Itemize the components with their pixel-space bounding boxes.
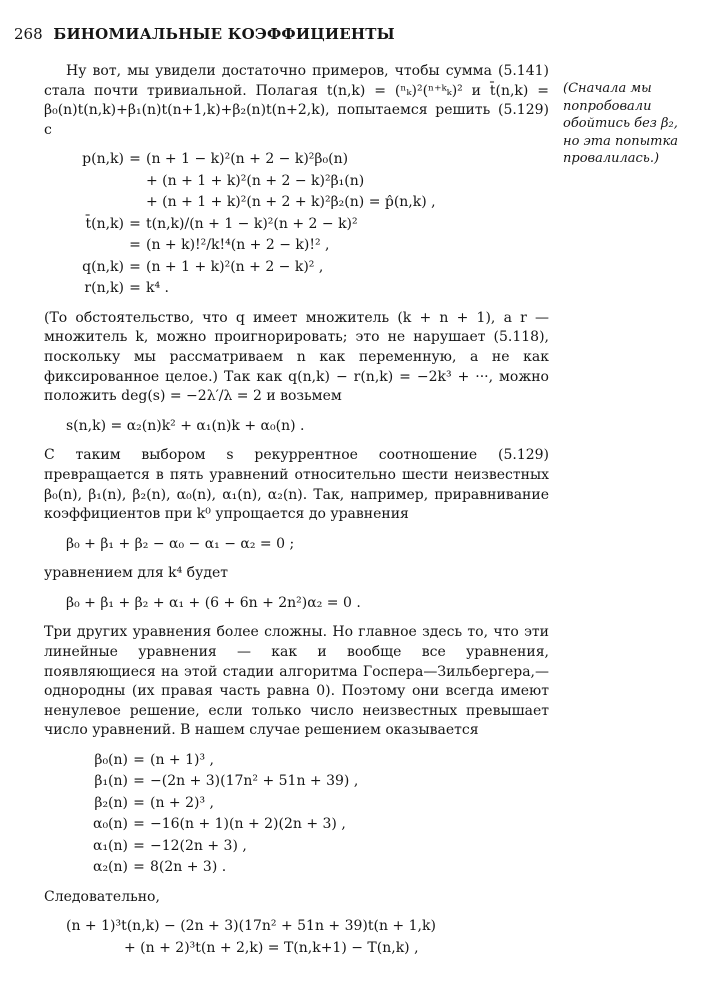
paragraph-intro: Ну вот, мы увидели достаточно примеров, чтобы сумма (5.141) стала почти тривиальной. Полагая t(n,k) = (ⁿₖ)²(ⁿ⁺ᵏₖ)² и t̄(n,k) = β₀(n)t(n,k)+β₁(n)t(n+1,k)+β₂(n)t(n+2,k), попытаемся решить (5.129) с <box>44 63 549 138</box>
equation-tbar-line2: = (n + k)!²/k!⁴(n + 2 − k)!² , <box>129 237 330 254</box>
running-header <box>14 25 395 43</box>
solution-alpha1: α₁(n) = −12(2n + 3) , <box>92 837 247 854</box>
chapter-title: БИНОМИАЛЬНЫЕ КОЭФФИЦИЕНТЫ <box>53 25 395 43</box>
solution-alpha0: α₀(n) = −16(n + 1)(n + 2)(2n + 3) , <box>92 816 346 833</box>
equation-final <box>66 916 549 959</box>
page-body <box>44 62 549 968</box>
equation-block-solution <box>66 750 549 879</box>
equation-q: q(n,k) = (n + 1 + k)²(n + 2 − k)² , <box>82 258 324 275</box>
solution-alpha2: α₂(n) = 8(2n + 3) . <box>92 859 227 876</box>
solution-beta1: β₁(n) = −(2n + 3)(17n² + 51n + 39) , <box>94 773 359 790</box>
paragraph-observation: (То обстоятельство, что q имеет множитель (k + n + 1), а r — множитель k, можно проигнорировать; это не нарушает (5.118), поскольку мы рассматриваем n как переменную, а не как фиксированное целое.) Так как q(n,k) − r(n,k) = −2k³ + ···, можно положить deg(s) = −2λ′/λ = 2 и возьмем <box>44 309 549 405</box>
paragraph-linear: Три других уравнения более сложны. Но главное здесь то, что эти линейные уравнения — как и вообще все уравнения, появляющиеся на этой стадии алгоритма Госпера—Зильбергера,— однородны (их правая часть равна 0). Поэтому они всегда имеют ненулевое решение, если только число неизвестных превышает число уравнений. В нашем случае решением оказывается <box>44 624 549 739</box>
equation-p-line3: + (n + 1 + k)²(n + 2 + k)²β₂(n) = p̂(n,k) , <box>146 194 436 211</box>
equation-final-line2: + (n + 2)³t(n + 2,k) = T(n,k+1) − T(n,k) , <box>124 939 419 956</box>
equation-tbar-line1: t̄(n,k) = t(n,k)/(n + 1 − k)²(n + 2 − k)² <box>85 215 358 232</box>
equation-p-line1: p(n,k) = (n + 1 − k)²(n + 2 − k)²β₀(n) <box>82 151 349 168</box>
margin-note: (Сначала мы попробовали обойтись без β₂, но эта попытка провалилась.) <box>563 81 679 166</box>
equation-r: r(n,k) = k⁴ . <box>84 280 169 297</box>
page-number: 268 <box>14 25 43 43</box>
equation-final-line1: (n + 1)³t(n,k) − (2n + 3)(17n² + 51n + 39)t(n + 1,k) <box>66 918 436 935</box>
equation-s: s(n,k) = α₂(n)k² + α₁(n)k + α₀(n) . <box>66 417 305 434</box>
equation-k0: β₀ + β₁ + β₂ − α₀ − α₁ − α₂ = 0 ; <box>66 535 295 552</box>
paragraph-choice: С таким выбором s рекуррентное соотношение (5.129) превращается в пять уравнений относительно шести неизвестных β₀(n), β₁(n), β₂(n), α₀(n), α₁(n), α₂(n). Так, например, приравнивание коэффициентов при k⁰ упрощается до уравнения <box>44 447 549 523</box>
solution-beta2: β₂(n) = (n + 2)³ , <box>94 794 214 811</box>
paragraph-therefore: Следовательно, <box>44 888 160 905</box>
equation-p-line2: + (n + 1 + k)²(n + 2 − k)²β₁(n) <box>146 172 365 189</box>
equation-block-p-t-q-r <box>66 149 549 300</box>
equation-k4: β₀ + β₁ + β₂ + α₁ + (6 + 6n + 2n²)α₂ = 0 . <box>66 594 361 611</box>
solution-beta0: β₀(n) = (n + 1)³ , <box>94 751 214 768</box>
paragraph-k4: уравнением для k⁴ будет <box>44 565 228 582</box>
